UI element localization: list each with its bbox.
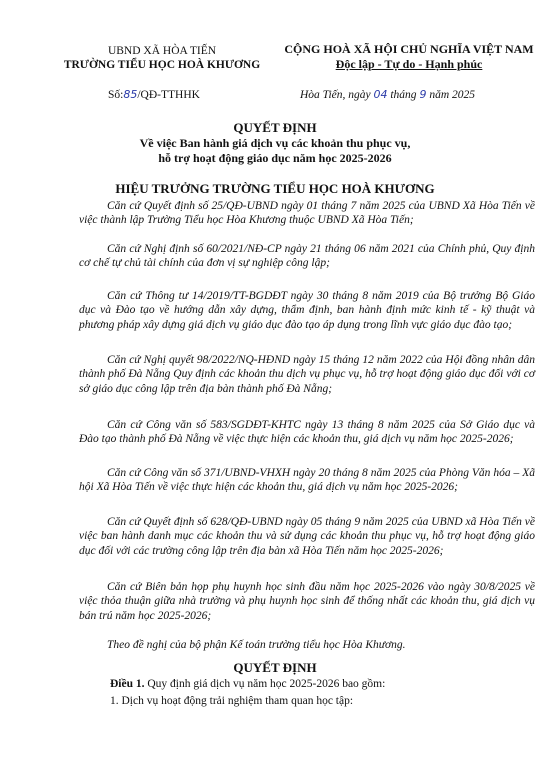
authority-heading: HIỆU TRƯỞNG TRƯỜNG TIỂU HỌC HOÀ KHƯƠNG [115,181,435,196]
document-number [108,88,200,101]
legal-basis-paragraph [79,580,535,623]
paragraph-text: Theo đề nghị của bộ phận Kế toán trường tiểu học Hòa Khương. [107,639,406,651]
legal-basis-paragraph [79,515,535,558]
date-year: năm 2025 [429,89,475,101]
paragraph-text: Căn cứ Nghị định số 60/2021/NĐ-CP ngày 21 tháng 06 năm 2021 của Chính phủ, Quy định cơ chế tự chủ tài chính của đơn vị sự nghiệp công lập; [79,243,535,270]
article-1-item-1: 1. Dịch vụ hoạt động trải nghiệm tham quan học tập: [110,695,354,707]
article-1-text: Quy định giá dịch vụ năm học 2025-2026 bao gồm: [144,678,386,690]
paragraph-text: Căn cứ Quyết định số 628/QĐ-UBND ngày 05 tháng 9 năm 2025 của UBND xã Hòa Tiến về việc ban hành danh mục các khoản thu và sử dụng các khoản thu phục vụ, hỗ trợ hoạt động giáo dục đối với các trường công lập trên địa bàn xã Hòa Tiến năm học 2025-2026; [79,516,535,557]
date-month-handwritten: 9 [419,88,427,101]
paragraph-text: Căn cứ Biên bản họp phụ huynh học sinh đầu năm học 2025-2026 vào ngày 30/8/2025 về việc thỏa thuận giữa nhà trường và phụ huynh học sinh để thống nhất các khoản thu, giá dịch vụ bán trú năm học 2025-2026; [79,581,535,622]
paragraph-text: Căn cứ Công văn số 371/UBND-VHXH ngày 20 tháng 8 năm 2025 của Phòng Văn hóa – Xã hội Xã Hòa Tiến về việc thực hiện các khoản thu, giá dịch vụ năm học 2025-2026; [79,467,535,494]
issuing-authority [62,44,262,72]
subtitle-line-1: Về việc Ban hành giá dịch vụ các khoản thu phục vụ, [139,136,411,150]
legal-basis-paragraph [79,242,535,271]
legal-basis-paragraph [79,289,535,332]
national-motto [278,42,540,72]
commune-name: UBND XÃ HÒA TIẾN [107,45,217,57]
date-month-label: tháng [390,89,417,101]
paragraph-text: Căn cứ Công văn số 583/SGDĐT-KHTC ngày 13 tháng 8 năm 2025 của Sở Giáo dục và Đào tạo thành phố Đà Nẵng về việc thực hiện các khoản thu, giá dịch vụ năm học 2025-2026; [79,419,535,446]
date-day-handwritten: 04 [373,88,388,101]
legal-basis-paragraph [79,466,535,495]
country-name: CỘNG HOÀ XÃ HỘI CHỦ NGHĨA VIỆT NAM [284,42,534,56]
legal-basis-paragraph [79,418,535,447]
school-name: TRƯỜNG TIỂU HỌC HOÀ KHƯƠNG [63,59,261,71]
date-prefix: Hòa Tiến, ngày [300,89,371,101]
document-subtitle [0,136,550,166]
paragraph-text: Căn cứ Thông tư 14/2019/TT-BGDĐT ngày 30 tháng 8 năm 2019 của Bộ trưởng Bộ Giáo dục và Đào tạo về hướng dẫn xây dựng, thẩm định, ban hành định mức kinh tế - kỹ thuật và phương pháp xây dựng giá dịch vụ giáo dục đào tạo áp dụng trong lĩnh vực giáo dục đào tạo; [79,290,535,331]
article-1 [110,678,385,690]
doc-number-prefix: Số: [108,89,124,101]
motto: Độc lập - Tự do - Hạnh phúc [335,57,483,71]
document-title: QUYẾT ĐỊNH [233,120,317,135]
paragraph-text: Căn cứ Quyết định số 25/QĐ-UBND ngày 01 tháng 7 năm 2025 của UBND Xã Hòa Tiến về việc thành lập Trường Tiểu học Hòa Khương thuộc UBND Xã Hòa Tiến; [79,200,535,227]
subtitle-line-2: hỗ trợ hoạt động giáo dục năm học 2025-2026 [158,151,392,165]
paragraph-text: Căn cứ Nghị quyết 98/2022/NQ-HĐND ngày 15 tháng 12 năm 2022 của Hội đồng nhân dân thành phố Đà Nẵng Quy định các khoản thu dịch vụ phục vụ, hỗ trợ hoạt động giáo dục đối với cơ sở giáo dục công lập trên địa bàn thành phố Đà Nẵng; [79,354,535,395]
legal-basis-paragraph [79,353,535,396]
decision-heading: QUYẾT ĐỊNH [233,660,317,675]
proposal-paragraph [79,638,535,652]
doc-number-handwritten: 85 [123,88,138,101]
article-1-label: Điều 1. [110,678,145,690]
legal-basis-paragraph [79,199,535,228]
doc-number-suffix: /QĐ-TTHHK [137,89,200,101]
issue-date [300,88,475,101]
